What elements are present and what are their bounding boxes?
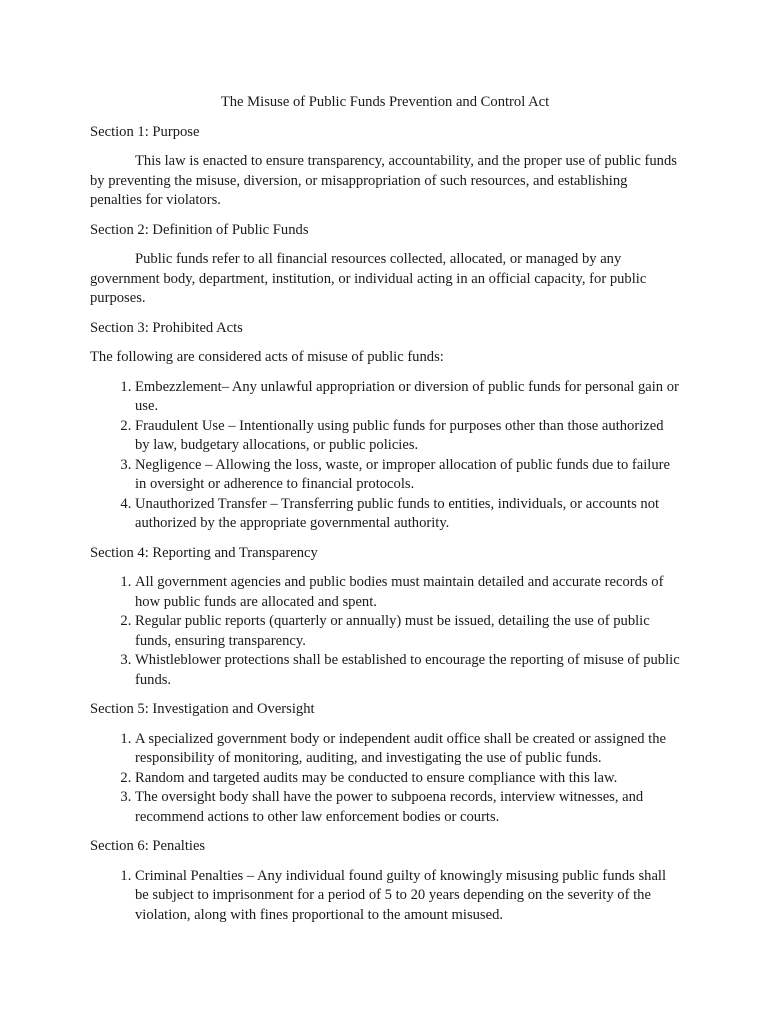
section-paragraph: Public funds refer to all financial resources collected, allocated, or managed by any government body, department, institution, or individual acting in an official capacity, for public purposes. <box>90 251 647 306</box>
section-heading: Section 2: Definition of Public Funds <box>90 221 309 238</box>
document-title: The Misuse of Public Funds Prevention and Control Act <box>220 94 550 110</box>
section-5 <box>90 700 680 827</box>
list-item: 1. Embezzlement– Any unlawful appropriation or diversion of public funds for personal gain or use. <box>135 378 680 417</box>
section-heading: Section 6: Penalties <box>90 838 206 854</box>
section-heading: Section 1: Purpose <box>90 123 200 140</box>
list-item: 2. Random and targeted audits may be conducted to ensure compliance with this law. <box>135 769 680 789</box>
list-item: 3. The oversight body shall have the power to subpoena records, interview witnesses, and recommend actions to other law enforcement bodies or courts. <box>135 788 680 827</box>
section-heading: Section 5: Investigation and Oversight <box>90 701 315 717</box>
list-item: 1. Criminal Penalties – Any individual found guilty of knowingly misusing public funds shall be subject to imprisonment for a period of 5 to 20 years depending on the severity of the violation, along with fines proportional to the amount misused. <box>135 867 680 926</box>
prohibited-acts-list <box>90 378 680 534</box>
section-2 <box>90 221 680 309</box>
section-3 <box>90 319 680 534</box>
penalties-list <box>90 867 680 926</box>
section-6 <box>90 837 680 925</box>
list-item: 2. Fraudulent Use – Intentionally using public funds for purposes other than those authorized by law, budgetary allocations, or public policies. <box>135 417 680 456</box>
list-item: 2. Regular public reports (quarterly or annually) must be issued, detailing the use of public funds, ensuring transparency. <box>135 612 680 651</box>
list-item: 3. Whistleblower protections shall be established to encourage the reporting of misuse of public funds. <box>135 651 680 690</box>
section-1 <box>90 123 680 211</box>
section-heading: Section 3: Prohibited Acts <box>90 319 243 336</box>
document-page <box>90 93 680 935</box>
section-4 <box>90 544 680 691</box>
list-item: 3. Negligence – Allowing the loss, waste, or improper allocation of public funds due to failure in oversight or adherence to financial protocols. <box>135 456 680 495</box>
section-paragraph: This law is enacted to ensure transparency, accountability, and the proper use of public funds by preventing the misuse, diversion, or misappropriation of such resources, and establishing penalties for violators. <box>90 153 677 208</box>
list-item: 1. A specialized government body or independent audit office shall be created or assigned the responsibility of monitoring, auditing, and investigating the use of public funds. <box>135 730 680 769</box>
section-intro: The following are considered acts of misuse of public funds: <box>90 349 444 365</box>
section-heading: Section 4: Reporting and Transparency <box>90 544 318 561</box>
list-item: 1. All government agencies and public bodies must maintain detailed and accurate records of how public funds are allocated and spent. <box>135 573 680 612</box>
oversight-list <box>90 730 680 828</box>
reporting-list <box>90 573 680 690</box>
list-item: 4. Unauthorized Transfer – Transferring public funds to entities, individuals, or accounts not authorized by the appropriate governmental authority. <box>135 495 680 534</box>
